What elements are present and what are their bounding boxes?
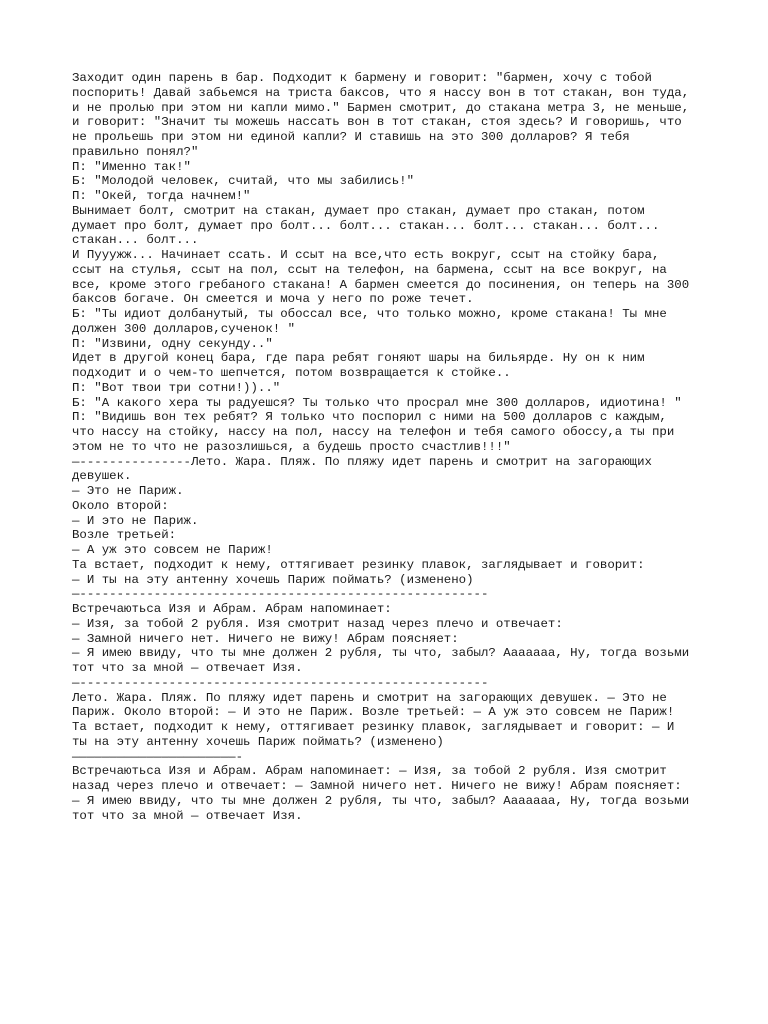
separator-line: —------------------------------------------------------- (72, 587, 489, 602)
text-line: назад через плечо и отвечает: — Замной ничего нет. Ничего не вижу! Абрам поясняет: (72, 779, 682, 793)
text-line: и не пролью при этом ни капли мимо." Бармен смотрит, до стакана метра 3, не меньше, (72, 100, 690, 115)
text-line: Заходит один парень в бар. Подходит к бармену и говорит: "бармен, хочу с тобой (72, 71, 652, 85)
text-line: Встречаютьса Изя и Абрам. Абрам напоминает: — Изя, за тобой 2 рубля. Изя смотрит (72, 764, 667, 779)
text-line: — И это не Париж. (72, 513, 199, 528)
text-line: — И ты на эту антенну хочешь Париж поймать? (изменено) (72, 572, 474, 587)
document-body (72, 71, 712, 823)
text-line: баксов богаче. Он смеется и моча у него по роже течет. (72, 292, 474, 307)
text-line: П: "Именно так!" (72, 159, 191, 174)
text-line: Та встает, подходит к нему, оттягивает резинку плавок, заглядывает и говорит: — И (72, 720, 675, 734)
text-line: Та встает, подходит к нему, оттягивает резинку плавок, заглядывает и говорит: (72, 557, 645, 572)
text-line: П: "Окей, тогда начнем!" (72, 189, 251, 203)
text-line: П: "Извини, одну секунду.." (72, 336, 273, 351)
text-line: девушек. (72, 469, 132, 484)
text-line: Около второй: (72, 498, 169, 513)
separator-line: —------------------------------------------------------- (72, 675, 489, 690)
text-line: — А уж это совсем не Париж! (72, 543, 273, 557)
text-line: Б: "А какого хера ты радуешся? Ты только что просрал мне 300 долларов, идиотина! " (72, 395, 682, 410)
text-line: — Я имею ввиду, что ты мне должен 2 рубля, ты что, забыл? Ааааааа, Ну, тогда возьми (72, 646, 690, 661)
text-line: не прольешь при этом ни единой капли? И ставишь на это 300 долларов? Я тебя (72, 130, 630, 144)
text-line: — Я имею ввиду, что ты мне должен 2 рубля, ты что, забыл? Ааааааа, Ну, тогда возьми (72, 793, 690, 808)
text-line: подходит и о чем-то шепчется, потом возвращается к стойке.. (72, 366, 511, 380)
text-line: тот что за мной — отвечает Изя. (72, 808, 303, 823)
text-line: Лето. Жара. Пляж. По пляжу идет парень и смотрит на загорающих девушек. — Это не (72, 690, 667, 705)
text-line: Идет в другой конец бара, где пара ребят гоняют шары на бильярде. Ну он к ним (72, 351, 645, 366)
text-line: тот что за мной — отвечает Изя. (72, 661, 303, 675)
text-line: что нассу на стойку, нассу на пол, нассу на телефон и тебя самого обоссу,а ты при (72, 425, 675, 439)
text-line: Возле третьей: (72, 528, 177, 543)
text-line: Встречаютьса Изя и Абрам. Абрам напоминает: (72, 602, 392, 616)
text-line: думает про болт, думает про болт... болт... стакан... болт... стакан... болт... (72, 218, 660, 233)
text-line: ты на эту антенну хочешь Париж поймать? (изменено) (72, 734, 444, 749)
text-line: правильно понял?" (72, 144, 199, 159)
text-line: и говорит: "Значит ты можешь нассать вон в тот стакан, стоя здесь? И говоришь, что (72, 115, 682, 130)
text-line: Б: "Молодой человек, считай, что мы забились!" (72, 174, 415, 189)
text-line: поспорить! Давай забьемся на триста баксов, что я нассу вон в тот стакан, вон туда, (72, 85, 690, 100)
text-line: — Замной ничего нет. Ничего не вижу! Абрам поясняет: (72, 631, 459, 646)
text-line: П: "Вот твои три сотни!)).." (72, 380, 281, 395)
text-line: ссыт на стулья, ссыт на пол, ссыт на телефон, на бармена, ссыт на все вокруг, на (72, 262, 667, 277)
text-line: должен 300 долларов,сученок! " (72, 321, 296, 336)
text-line: все, кроме этого гребаного стакана! А бармен смеется до посинения, он теперь на 300 (72, 277, 690, 292)
text-line: этом не то что не разозлишься, а будешь просто счастлив!!!" (72, 439, 511, 454)
text-line: — Это не Париж. (72, 484, 184, 498)
text-line: Вынимает болт, смотрит на стакан, думает про стакан, думает про стакан, потом (72, 203, 645, 218)
text-line: стакан... болт... (72, 233, 199, 248)
text-line: — Изя, за тобой 2 рубля. Изя смотрит назад через плечо и отвечает: (72, 616, 563, 631)
text-line: —---------------Лето. Жара. Пляж. По пляжу идет парень и смотрит на загорающих (72, 454, 652, 469)
separator-line: ——————————————————————- (72, 749, 244, 764)
text-line: Париж. Около второй: — И это не Париж. Возле третьей: — А уж это совсем не Париж! (72, 705, 675, 720)
text-line: П: "Видишь вон тех ребят? Я только что поспорил с ними на 500 долларов с каждым, (72, 410, 667, 425)
text-line: И Пууужж... Начинает ссать. И ссыт на все,что есть вокруг, ссыт на стойку бара, (72, 248, 660, 262)
text-line: Б: "Ты идиот долбанутый, ты обоссал все, что только можно, кроме стакана! Ты мне (72, 307, 667, 321)
